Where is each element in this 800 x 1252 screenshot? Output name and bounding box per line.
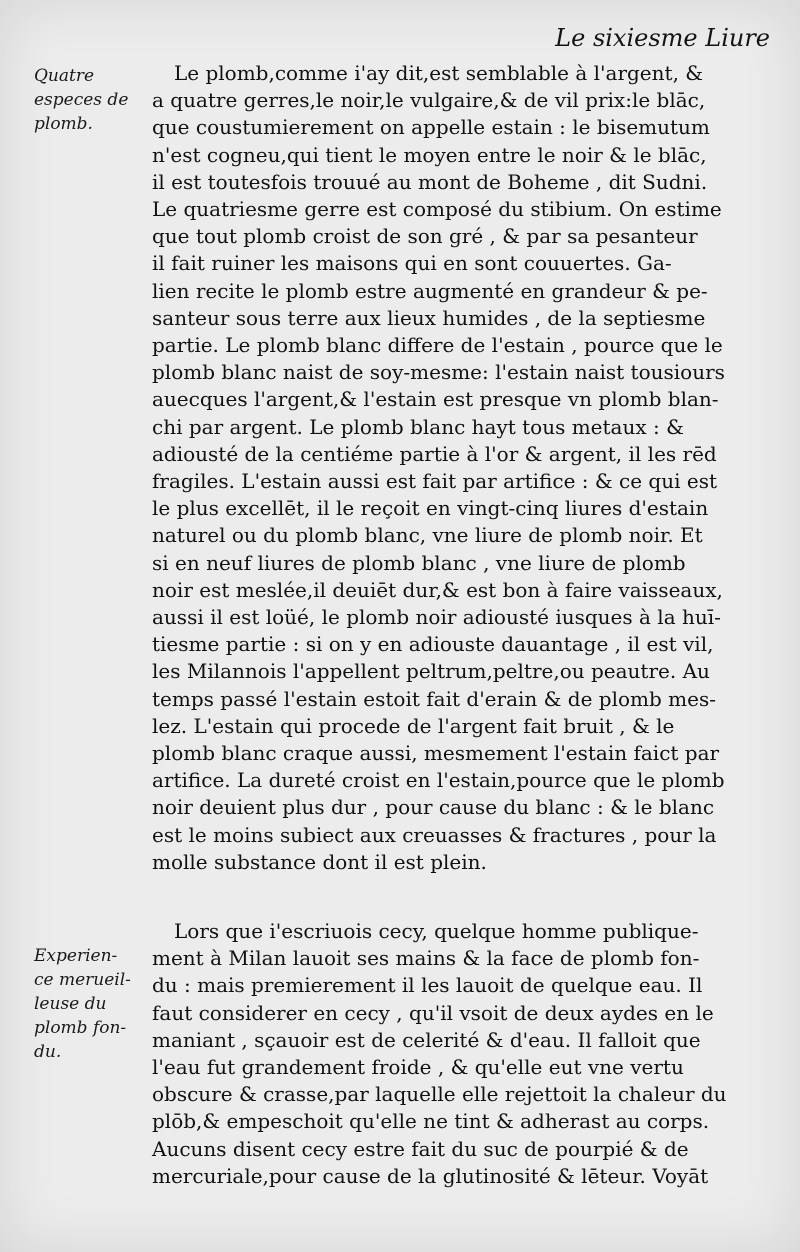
text-line: du : mais premierement il les lauoit de quelque eau. Il xyxy=(152,973,703,998)
text-line: lien recite le plomb estre augmenté en grandeur & pe- xyxy=(152,278,708,303)
text-line: que tout plomb croist de son gré , & par sa pesanteur xyxy=(152,224,698,249)
text-line: que coustumierement on appelle estain : le bisemutum xyxy=(152,115,710,140)
paragraph xyxy=(152,60,762,876)
margin-note-line: ce merueil- xyxy=(34,970,131,990)
running-header: Le sixiesme Liure xyxy=(555,24,770,52)
text-line: Le plomb,comme i'ay dit,est semblable à l'argent, & xyxy=(174,61,704,85)
margin-note-experience xyxy=(34,944,146,1064)
text-line: obscure & crasse,par laquelle elle rejettoit la chaleur du xyxy=(152,1082,727,1107)
text-line: noir est meslée,il deuiēt dur,& est bon à faire vaisseaux, xyxy=(152,577,723,602)
margin-note-line: leuse du xyxy=(34,994,107,1014)
text-line: faut considerer en cecy , qu'il vsoit de deux aydes en le xyxy=(152,1000,714,1025)
text-line: chi par argent. Le plomb blanc hayt tous metaux : & xyxy=(152,414,684,439)
text-line: mercuriale,pour cause de la glutinosité & lēteur. Voyāt xyxy=(152,1163,709,1188)
paragraph xyxy=(152,918,762,1190)
text-line: partie. Le plomb blanc differe de l'estain , pource que le xyxy=(152,333,723,358)
text-line: temps passé l'estain estoit fait d'erain & de plomb mes- xyxy=(152,686,716,711)
text-line: il est toutesfois trouué au mont de Boheme , dit Sudni. xyxy=(152,169,708,194)
margin-note-line: plomb fon- xyxy=(34,1018,127,1038)
text-line: Le quatriesme gerre est composé du stibium. On estime xyxy=(152,197,722,222)
text-line: l'eau fut grandement froide , & qu'elle eut vne vertu xyxy=(152,1055,684,1080)
text-line: Lors que i'escriuois cecy, quelque homme publique- xyxy=(174,919,699,943)
margin-note-line: especes de xyxy=(34,90,129,110)
text-line: le plus excellēt, il le reçoit en vingt-cinq liures d'estain xyxy=(152,496,709,521)
text-line: si en neuf liures de plomb blanc , vne liure de plomb xyxy=(152,550,686,575)
text-line: ment à Milan lauoit ses mains & la face de plomb fon- xyxy=(152,946,700,971)
text-line: maniant , sçauoir est de celerité & d'eau. Il falloit que xyxy=(152,1027,701,1052)
text-line: auecques l'argent,& l'estain est presque vn plomb blan- xyxy=(152,387,719,412)
text-line: plomb blanc craque aussi, mesmement l'estain faict par xyxy=(152,741,720,766)
main-text-block-2 xyxy=(152,918,762,1190)
main-text-block-1 xyxy=(152,60,762,876)
text-line: est le moins subiect aux creuasses & fractures , pour la xyxy=(152,822,717,847)
text-line: tiesme partie : si on y en adiouste dauantage , il est vil, xyxy=(152,632,714,657)
text-line: artifice. La dureté croist en l'estain,pource que le plomb xyxy=(152,768,725,793)
text-line: il fait ruiner les maisons qui en sont couuertes. Ga- xyxy=(152,251,672,276)
text-line: adiousté de la centiéme partie à l'or & argent, il les rēd xyxy=(152,441,717,466)
text-line: plōb,& empeschoit qu'elle ne tint & adherast au corps. xyxy=(152,1109,710,1134)
margin-note-line: du. xyxy=(34,1042,62,1062)
text-line: n'est cogneu,qui tient le moyen entre le noir & le blāc, xyxy=(152,142,707,167)
text-line: aussi il est loüé, le plomb noir adiousté iusques à la huī- xyxy=(152,605,721,630)
text-line: santeur sous terre aux lieux humides , de la septiesme xyxy=(152,305,706,330)
margin-note-line: Quatre xyxy=(34,66,95,86)
margin-note-line: Experien- xyxy=(34,946,118,966)
text-line: les Milannois l'appellent peltrum,peltre,ou peautre. Au xyxy=(152,659,710,684)
margin-note-line: plomb. xyxy=(34,114,93,134)
text-line: lez. L'estain qui procede de l'argent fait bruit , & le xyxy=(152,713,675,738)
text-line: molle substance dont il est plein. xyxy=(152,849,487,874)
text-line: plomb blanc naist de soy-mesme: l'estain naist tousiours xyxy=(152,360,725,385)
text-line: noir deuient plus dur , pour cause du blanc : & le blanc xyxy=(152,795,715,820)
text-line: naturel ou du plomb blanc, vne liure de plomb noir. Et xyxy=(152,523,703,548)
text-line: a quatre gerres,le noir,le vulgaire,& de vil prix:le blāc, xyxy=(152,88,706,113)
margin-note-quatre-especes xyxy=(34,64,146,136)
text-line: Aucuns disent cecy estre fait du suc de pourpié & de xyxy=(152,1136,689,1161)
text-line: fragiles. L'estain aussi est fait par artifice : & ce qui est xyxy=(152,469,717,494)
